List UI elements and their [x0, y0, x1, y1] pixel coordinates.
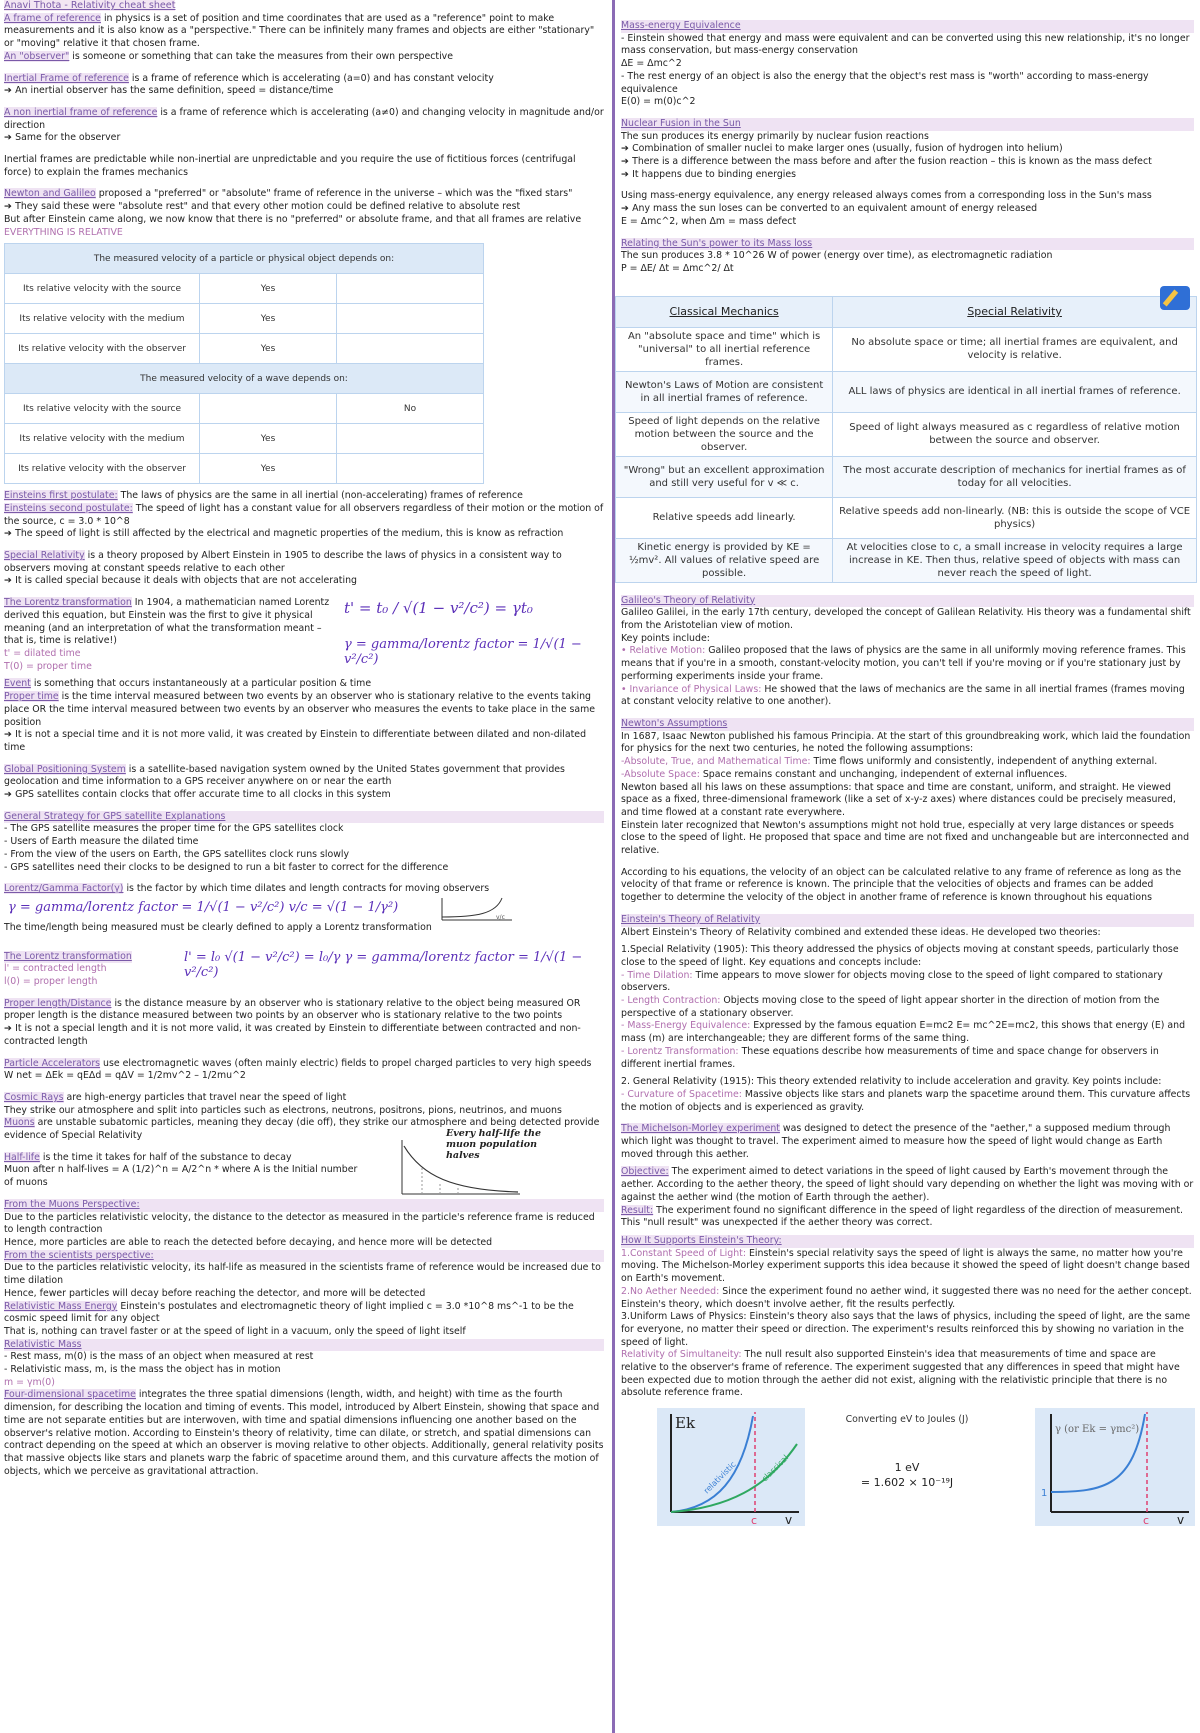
rest-energy-formula: E(0) = m(0)c^2 — [621, 96, 696, 108]
graph-y-label: γ (or Ek = γmc²) — [1055, 1424, 1140, 1436]
half-life-note: Every half-life the muon population halves — [446, 1127, 541, 1161]
event-para: Event is something that occurs instantaneously at a particular position & time — [4, 678, 372, 690]
arrow-icon: ➔ — [4, 528, 16, 540]
arrow-icon: ➔ — [621, 203, 633, 215]
list-item: - The GPS satellite measures the proper time for the GPS satellites clock — [4, 823, 344, 835]
arrow-icon: ➔ — [4, 789, 16, 801]
gps-arrow: ➔ GPS satellites contain clocks that offer accurate time to all clocks in this system — [4, 789, 391, 801]
list-item: - Relativistic mass, m, is the mass the object has in motion — [4, 1364, 281, 1376]
newton-galileo-para: Newton and Galileo proposed a "preferred" or "absolute" frame of reference in the universe – which was the "fixed stars" — [4, 188, 573, 200]
accelerators-para: Particle Accelerators use electromagnetic waves (often mainly electric) fields to propel charged particles to very high speeds — [4, 1057, 592, 1069]
newton-galileo-arrow: ➔ They said these were "absolute rest" and that every other motion could be defined relative to absolute rest — [4, 201, 521, 213]
refraction-arrow: ➔ The speed of light is still affected by the electrical and magnetic properties of the medium, this is know as refraction — [4, 528, 564, 540]
left-column: Anavi Thota - Relativity cheat sheet A frame of reference in physics is a set of position and time coordinates that are used as a "reference" point to make measurements and it is also know as a "perspective." There can be infinitely many frames and objects are either "stationary" or "moving" relative it that chosen frame. An "observer" is someone or something that can take the measures from their own perspective Inertial Frame of reference is a frame of reference which is accelerating (a=0) and has constant velocity ➔ An inertial observer has the same definition, speed = distance/time A non inertial frame of reference is a frame of reference which is accelerating (a≠0) and changing velocity in magnitude and/or direction ➔ Same for the observer Inertial frames are predictable while non-inertial are unpredictable and you require the use of fictitious forces (centrifugal force) to explain the frames mechanics Newton and Galileo proposed a "preferred" or "absolute" frame of reference in the universe – which was the "fixed stars" ➔ They said these were "absolute rest" and that every other motion could be defined relative to absolute rest But after Einstein came along, we now know that there is no "preferred" or absolute frame, and that all frames are relative EVERYTHING IS RELATIVE The measured velocity of a particle or physical object depends on: Its relative velocity with the source Yes Its relative velocity with the medium Yes Its relative velocity with the observer Yes The measured velocity of a wave depends on: Its relative velocity with the source No Its relative velocity with the medium Yes Its relative velocity with the observer Yes Einsteins first postulate: The laws of physics are the same in all inertial (non-accelerating) frames of reference Einsteins second postulate: The speed of light has a constant value for all observers regardless of their motion or the motion of the source, c = 3.0 * 10^8 ➔ The speed of light is still affected by the electrical and magnetic properties of the medium, this is know as refraction Special Relativity is a theory proposed by Albert Einstein in 1905 to describe the laws of physics in a consistent way to observers moving at constant speeds relative to each other ➔ It is called special because it deals with objects that are not accelerating The Lorentz transformation In 1904, a mathematician named Lorentz derived this equation, but Einstein was the first to give it physical meaning (and an interpretation of what the transformation meant – that is, time is relative!) t' = dilated time T(0) = proper time t' = t₀ / √(1 − v²/c²) = γt₀ γ = gamma/lorentz factor = 1/√(1 − v²/c²) Event is something that occurs instantaneously at a particular position & time Proper time is the time interval measured between two events by an observer who is stationary relative to the events taking place OR the time interval measured between two events by an observer who measures the events to take place in the same position ➔ It is not a special time and it is not more valid, it was created by Einstein to differentiate between dilated and non-dilated time Global Positioning System is a satellite-based navigation system owned by the United States government that provides geolocation and time information to a GPS receiver anywhere on or near the earth ➔ GPS satellites contain clocks that offer accurate time to all clocks in this system General Strategy for GPS satellite Explanations - The GPS satellite measures the proper time for the GPS satellites clock - Users of Earth measure the dilated time - From the view of the users on Earth, the GPS satellites clock runs slowly - GPS satellites need their clocks to be designed to run a bit faster to correct for the difference Lorentz/Gamma Factor(γ) is the factor by which time dilates and length contracts for moving observers γ = gamma/lorentz factor = 1/√(1 − v²/c²) v/c = √(1 − 1/γ²) v/c The time/length being measured must be clearly defined to apply a Lorentz transformation The Lorentz transformation l' = contracted length l(0) = proper length l' = l₀ √(1 − v²/c²) = l₀/γ γ = gamma/lorentz factor = 1/√(1 − v²/c²) Proper length/Distance is the distance measure by an observer who is stationary relative to the object being measured OR proper length is the distance measured between two points by an observer who is stationary relative to the two points ➔ It is not a special length and it is not more valid, it was created by Einstein to differentiate between contracted and non-contracted length Particle Accelerators use electromagnetic waves (often mainly electric) fields to propel charged particles to very high speeds W net = ΔEk = qEΔd = qΔV = 1/2mv^2 – 1/2mu^2 Cosmic Rays are high-energy particles that travel near the speed of light They strike our atmosphere and split into particles such as electrons, neutrons, positrons, pions, neutrinos, and muons Muons are unstable subatomic particles, meaning they decay (die off), they strike our atmosphere and being detected provide evidence of Special Relativity Half-life is the time it takes for half of the substance to decay Muon after n half-lives = A (1/2)^n = A/2^n * where A is the Initial number of muons Every half-life the muon population halves From the Muons Perspective: Due to the particles relativistic velocity, the distance to the detector as measured in the particle's reference frame is reduced to length contraction Hence, more particles are able to reach the detected before decaying, and hence more will be detected From the scientists perspective: Due to the particles relativistic velocity, its half-life as measured in the scientists frame of reference would be increased due to time dilation Hence, fewer particles will decay before reaching the detector, and more will be detected Relativistic Mass Energy Einstein's postulates and electromagnetic theory of light implied c = 3.0 *10^8 ms^-1 to be the cosmic speed limit for any object That is, nothing can travel faster or at the speed of light in a vacuum, only the speed of light itself Relativistic Mass - Rest mass, m(0) is the mass of an object when measured at rest - Relativistic mass, m, is the mass the object has in motion m = γm(0) Four-dimensional spacetime integrates the three spatial dimensions (length, width, and height) with time as the fourth dimension, for describing the location and timing of events. This model, introduced by Albert Einstein, showing that space and time are not separate entities but are interwoven, with time and spatial dimensions influencing one another based on the observer's relative motion. According to Einstein's theory of relativity, time can dilate, or stretch, and spatial dimensions can contract depending on the speed at which an observer is moving relative to other objects. Additionally, general relativity posits that massive objects like stars and planets warp the fabric of spacetime around them, and this curvature affects the motion of objects, which we perceive as gravitational attraction. — [4, 0, 604, 1477]
rel-mass-energy-para: Relativistic Mass Energy Einstein's postulates and electromagnetic theory of light implied c = 3.0 *10^8 ms^-1 to be the cosmic speed limit for any object — [4, 1300, 574, 1325]
right-column: Mass-energy Equivalence - Einstein showed that energy and mass were equivalent and can be converted using this new relationship, it's no longer mass conservation, but mass-energy conservation ΔE = Δmc^2 - The rest energy of an object is also the energy that the object's rest mass is "worth" according to mass-energy equivalence E(0) = m(0)c^2 Nuclear Fusion in the Sun The sun produces its energy primarily by nuclear fusion reactions ➔ Combination of smaller nuclei to make larger ones (usually, fusion of hydrogen into helium) ➔ There is a difference between the mass before and after the fusion reaction – this is known as the mass defect ➔ It happens due to binding energies Using mass-energy equivalence, any energy released always comes from a corresponding loss in the Sun's mass ➔ Any mass the sun loses can be converted to an equivalent amount of energy released E = Δmc^2, when Δm = mass defect Relating the Sun's power to its Mass loss The sun produces 3.8 * 10^26 W of power (energy over time), as electromagnetic radiation P = ΔE/ Δt = Δmc^2/ Δt Classical Mechanics Special Relativity An "absolute space and time" which is "universal" to all inertial reference frames. No absolute space or time; all inertial frames are equivalent, and velocity is relative. Newton's Laws of Motion are consistent in all inertial frames of reference. ALL laws of physics are identical in all inertial frames of reference. Speed of light depends on the relative motion between the source and the observer. Speed of light always measured as c regardless of relative motion between the source and observer. "Wrong" but an excellent approximation and still very useful for v ≪ c. The most accurate description of mechanics for inertial frames as of today for all velocities. Relative speeds add linearly. Relative speeds add non-linearly. (NB: this is outside the scope of VCE physics) Kinetic energy is provided by KE = ½mv². All values of relative speed are possible. At velocities close to c, a small increase in velocity requires a large increase in KE. Then thus, relative speed of objects with mass can never reach the speed of light. Galileo's Theory of Relativity Galileo Galilei, in the early 17th century, developed the concept of Galilean Relativity. His theory was a fundamental shift from the Aristotelian view of motion. Key points include: • Relative Motion: Galileo proposed that the laws of physics are the same in all uniformly moving reference frames. This means that if you're in a smooth, constant-velocity motion, you can't tell if you're moving or if you're stationary just by performing experiments inside your frame. • Invariance of Physical Laws: He showed that the laws of mechanics are the same in all inertial frames (frames moving at constant velocity relative to one another). Newton's Assumptions In 1687, Isaac Newton published his famous Principia. At the start of this groundbreaking work, which laid the foundation for physics for the next two centuries, he noted the following assumptions: -Absolute, True, and Mathematical Time: Time flows uniformly and consistently, independent of anything external. -Absolute Space: Space remains constant and unchanging, independent of external influences. Newton based all his laws on these assumptions: that space and time are constant, uniform, and straight. He viewed space as a fixed, three-dimensional framework (like a set of x-y-z axes) where distances could be precisely measured, and time flowed at a constant rate everywhere. Einstein later recognized that Newton's assumptions might not hold true, especially at very large distances or speeds close to the speed of light. He proposed that space and time are not fixed and unchangeable but are interconnected and relative. According to his equations, the velocity of an object can be calculated relative to any frame of reference as long as the velocity of that frame or reference is known. The principle that the velocities of objects and frames can be added together to determine the velocity of the object in another frame of reference is known throughout his equations Einstein's Theory of Relativity Albert Einstein's Theory of Relativity combined and extended these ideas. He developed two theories: 1.Special Relativity (1905): This theory addressed the physics of objects moving at constant speeds, particularly those close to the speed of light. Key equations and concepts include: - Time Dilation: Time appears to move slower for objects moving close to the speed of light compared to stationary observers. - Length Contraction: Objects moving close to the speed of light appear shorter in the direction of motion from the perspective of a stationary observer. - Mass-Energy Equivalence: Expressed by the famous equation E=mc2 E= mc^2E=mc2, this shows that energy (E) and mass (m) are interchangeable; they are different forms of the same thing. - Lorentz Transformation: These equations describe how measurements of time and space change for observers in different inertial frames. 2. General Relativity (1915): This theory extended relativity to include acceleration and gravity. Key points include: - Curvature of Spacetime: Massive objects like stars and planets warp the spacetime around them. This curvature affects the motion of objects and is experienced as gravity. The Michelson-Morley experiment was designed to detect the presence of the "aether," a supposed medium through which light was thought to travel. The experiment aimed to measure how the speed of light would change as Earth moved through this aether. Objective: The experiment aimed to detect variations in the speed of light caused by Earth's movement through the aether. According to the aether theory, the speed of light should vary depending on whether the light was moving with or against the aether wind (the motion of Earth through the aether). Result: The experiment found no significant difference in the speed of light regardless of the direction of measurement. This "null result" was unexpected if the aether theory was correct. How It Supports Einstein's Theory: 1.Constant Speed of Light: Einstein's special relativity says the speed of light is always the same, no matter how you're moving. The Michelson-Morley experiment supports this idea because it showed the speed of light doesn't change based on Earth's movement. 2.No Aether Needed: Since the experiment found no aether wind, it suggested there was no need for the aether concept. Einstein's theory, which doesn't involve aether, fit the results perfectly. 3.Uniform Laws of Physics: Einstein's theory also says that the laws of physics, including the speed of light, are the same for everyone, no matter their speed or direction. The experiment's results reinforced this by showing no variation in the speed of light. Relativity of Simultaneity: The null result also supported Einstein's idea that measurements of time and space are relative to the observer's frame of reference. The experiment suggested that any differences in speed that might have been expected due to motion through the aether did not exist, aligning with the relativistic principle that there is no absolute reference frame. Ek c v classical relativistic Converting eV to Joules (J) 1 eV = 1.602 × 10⁻¹⁹J γ (or Ek = γmc²) 1 c v — [612, 0, 1200, 1733]
table-row: Its relative velocity with the source Yes — [5, 274, 484, 304]
work-formula: W net = ΔEk = qEΔd = qΔV = 1/2mv^2 – 1/2mu^2 — [4, 1070, 246, 1082]
table-row: Its relative velocity with the observer Yes — [5, 334, 484, 364]
list-item: - Users of Earth measure the dilated time — [4, 836, 199, 848]
gps-para: Global Positioning System is a satellite-based navigation system owned by the United States government that provides geolocation and time information to a GPS receiver anywhere on or near the earth — [4, 763, 565, 788]
arrow-icon: ➔ — [4, 575, 16, 587]
newton-assumptions-heading: Newton's Assumptions — [621, 718, 1194, 731]
inertial-frame-para: Inertial Frame of reference is a frame of reference which is accelerating (a=0) and has constant velocity — [4, 72, 494, 84]
graph-x-label: v/c — [496, 913, 505, 921]
mass-energy-heading: Mass-energy Equivalence — [621, 20, 1194, 33]
length-contraction-formula: l' = l₀ √(1 − v²/c²) = l₀/γ γ = gamma/lorentz factor = 1/√(1 − v²/c²) — [184, 949, 583, 980]
table-header: Special Relativity — [833, 296, 1197, 327]
special-relativity-para: Special Relativity is a theory proposed by Albert Einstein in 1905 to describe the laws of physics in a consistent way to observers moving at constant speeds relative to each other — [4, 550, 562, 574]
supports-heading: How It Supports Einstein's Theory: — [621, 1235, 1194, 1248]
power-formula: P = ΔE/ Δt = Δmc^2/ Δt — [621, 262, 734, 274]
table-row: Its relative velocity with the source No — [5, 394, 484, 424]
graph-curve-label: relativistic — [702, 1459, 738, 1496]
muons-para: Muons are unstable subatomic particles, meaning they decay (die off), they strike our atmosphere and being detected provide evidence of Special Relativity — [4, 1117, 600, 1142]
galileo-heading: Galileo's Theory of Relativity — [621, 595, 1194, 608]
classical-vs-relativity-table — [615, 296, 1197, 583]
noninertial-arrow: ➔ Same for the observer — [4, 132, 121, 144]
proper-length-para: Proper length/Distance is the distance measure by an observer who is stationary relative to the object being measured OR proper length is the distance measured between two points by an observer who is stationary relative to the two points — [4, 997, 581, 1022]
cosmic-rays-para: Cosmic Rays are high-energy particles that travel near the speed of light — [4, 1091, 347, 1103]
special-relativity-arrow: ➔ It is called special because it deals with objects that are not accelerating — [4, 575, 357, 587]
ev-conversion-title: Converting eV to Joules (J) — [845, 1414, 969, 1426]
table-row: An "absolute space and time" which is "universal" to all inertial reference frames. No absolute space or time; all inertial frames are equivalent, and velocity is relative. — [616, 327, 1197, 371]
velocity-dependence-table — [4, 243, 484, 484]
table-row: Its relative velocity with the observer Yes — [5, 454, 484, 484]
gamma-formula: γ = gamma/lorentz factor = 1/√(1 − v²/c²) — [344, 637, 582, 668]
proper-time-arrow: ➔ It is not a special time and it is not more valid, it was created by Einstein to differentiate between dilated and non-dilated time — [4, 729, 587, 753]
mass-defect-formula: E = Δmc^2, when Δm = mass defect — [621, 215, 797, 227]
time-dilation-formula: t' = t₀ / √(1 − v²/c²) = γt₀ — [344, 599, 533, 618]
arrow-icon: ➔ — [4, 85, 16, 97]
gamma-graph — [436, 896, 516, 922]
graphs-row — [621, 1408, 1194, 1528]
mass-energy-formula: ΔE = Δmc^2 — [621, 58, 682, 70]
observer-para: An "observer" is someone or something that can take the measures from their own perspective — [4, 50, 454, 62]
pencil-icon[interactable] — [1160, 286, 1190, 310]
sun-power-heading: Relating the Sun's power to its Mass loss — [621, 238, 1194, 251]
gps-strategy-heading: General Strategy for GPS satellite Explanations — [4, 811, 604, 824]
muons-perspective-heading: From the Muons Perspective: — [4, 1199, 604, 1212]
fusion-heading: Nuclear Fusion in the Sun — [621, 118, 1194, 131]
arrow-icon: ➔ — [621, 156, 633, 168]
graph-c-label: c — [751, 1514, 758, 1527]
gamma-factor-para: Lorentz/Gamma Factor(γ) is the factor by which time dilates and length contracts for moving observers — [4, 883, 490, 895]
half-life-block: Half-life is the time it takes for half of the substance to decay Muon after n half-lives = A (1/2)^n = A/2^n * where A is the Initial number of muons Every half-life the muon population halves — [4, 1152, 604, 1190]
michelson-morley-para: The Michelson-Morley experiment was designed to detect the presence of the "aether," a supposed medium through which light was thought to travel. The experiment aimed to measure how the speed of light would change as Earth moved through this aether. — [621, 1123, 1171, 1160]
second-postulate: Einsteins second postulate: The speed of light has a constant value for all observers regardless of their motion or the motion of the source, c = 3.0 * 10^8 — [4, 502, 604, 527]
table-row: Kinetic energy is provided by KE = ½mv². All values of relative speed are possible. At velocities close to c, a small increase in velocity requires a large increase in KE. Then thus, relative speed of objects with mass can never reach the speed of light. — [616, 538, 1197, 582]
gamma-note: The time/length being measured must be clearly defined to apply a Lorentz transformation — [4, 921, 432, 933]
arrow-icon: ➔ — [4, 729, 16, 741]
graph-c-label: c — [1143, 1514, 1150, 1527]
spacetime-para: Four-dimensional spacetime integrates the three spatial dimensions (length, width, and height) with time as the fourth dimension, for describing the location and timing of events. This model, introduced by Albert Einstein, showing that space and time are not separate entities but are interwoven, with time and spatial dimensions influencing one another based on the observer's relative motion. According to Einstein's theory of relativity, time can dilate, or stretch, and spatial dimensions can contract depending on the speed at which an observer is moving relative to other objects. Additionally, general relativity posits that massive objects like stars and planets warp the fabric of spacetime around them, and this curvature affects the motion of objects, which we perceive as gravitational attraction. — [4, 1389, 604, 1477]
proper-length-arrow: ➔ It is not a special length and it is not more valid, it was created by Einstein to differentiate between contracted and non-contracted length — [4, 1023, 581, 1047]
table-row: Newton's Laws of Motion are consistent in all inertial frames of reference. ALL laws of physics are identical in all inertial frames of reference. — [616, 371, 1197, 412]
arrow-icon: ➔ — [621, 143, 633, 155]
table-row: Speed of light depends on the relative motion between the source and the observer. Speed of light always measured as c regardless of relative motion between the source and observer. — [616, 412, 1197, 456]
list-item: - Rest mass, m(0) is the mass of an object when measured at rest — [4, 1351, 314, 1363]
first-postulate: Einsteins first postulate: The laws of physics are the same in all inertial (non-accelerating) frames of reference — [4, 490, 523, 502]
table-header: The measured velocity of a particle or physical object depends on: — [5, 244, 484, 274]
table-row: Its relative velocity with the medium Yes — [5, 424, 484, 454]
graph-y-label: Ek — [675, 1414, 696, 1433]
table-header: Classical Mechanics — [616, 296, 833, 327]
gamma-velocity-graph — [1035, 1408, 1195, 1526]
comparison-table-wrap — [621, 296, 1194, 583]
ev-conversion-box: 1 eV = 1.602 × 10⁻¹⁹J — [860, 1461, 954, 1490]
kinetic-energy-graph — [657, 1408, 805, 1526]
arrow-icon: ➔ — [4, 132, 16, 144]
scientists-perspective-heading: From the scientists perspective: — [4, 1250, 604, 1263]
gamma-formula-row — [4, 896, 604, 922]
list-item: m = γm(0) — [4, 1376, 55, 1388]
predictable-para: Inertial frames are predictable while non-inertial are unpredictable and you require the use of fictitious forces (centrifugal force) to explain the frames mechanics — [4, 154, 576, 178]
table-row: Relative speeds add linearly. Relative speeds add non-linearly. (NB: this is outside the scope of VCE physics) — [616, 497, 1197, 538]
table-header: The measured velocity of a wave depends on: — [5, 364, 484, 394]
mass-loss-para: Using mass-energy equivalence, any energy released always comes from a corresponding loss in the Sun's mass — [621, 190, 1152, 202]
arrow-icon: ➔ — [4, 201, 16, 213]
lorentz-length-block: The Lorentz transformation l' = contracted length l(0) = proper length l' = l₀ √(1 − v²/c²) = l₀/γ γ = gamma/lorentz factor = 1/√(1 − v²/c²) — [4, 944, 604, 989]
einstein-after-para: But after Einstein came along, we now know that there is no "preferred" or absolute frame, and that all frames are relative — [4, 213, 582, 225]
gamma-handwritten-formula: γ = gamma/lorentz factor = 1/√(1 − v²/c²) v/c = √(1 − 1/γ²) — [8, 899, 399, 915]
everything-relative: EVERYTHING IS RELATIVE — [4, 226, 123, 238]
list-item: - From the view of the users on Earth, the GPS satellites clock runs slowly — [4, 848, 350, 860]
sheet-title: Anavi Thota - Relativity cheat sheet — [4, 0, 176, 11]
table-row: Its relative velocity with the medium Yes — [5, 304, 484, 334]
graph-curve-label: classical — [760, 1453, 791, 1484]
graph-x-label: v — [785, 1513, 793, 1527]
arrow-icon: ➔ — [4, 1023, 16, 1035]
graph-one-label: 1 — [1041, 1488, 1048, 1500]
arrow-icon: ➔ — [621, 168, 633, 180]
inertial-arrow: ➔ An inertial observer has the same definition, speed = distance/time — [4, 85, 334, 97]
rel-mass-heading: Relativistic Mass — [4, 1339, 604, 1352]
table-row: "Wrong" but an excellent approximation and still very useful for v ≪ c. The most accurate description of mechanics for inertial frames as of today for all velocities. — [616, 456, 1197, 497]
list-item: - GPS satellites need their clocks to be designed to run a bit faster to correct for the difference — [4, 861, 449, 873]
lorentz-time-block: The Lorentz transformation In 1904, a mathematician named Lorentz derived this equation, but Einstein was the first to give it physical meaning (and an interpretation of what the transformation meant – that is, time is relative!) t' = dilated time T(0) = proper time t' = t₀ / √(1 − v²/c²) = γt₀ γ = gamma/lorentz factor = 1/√(1 − v²/c²) — [4, 597, 604, 673]
noninertial-frame-para: A non inertial frame of reference is a frame of reference which is accelerating (a≠0) and changing velocity in magnitude and/or direction — [4, 106, 604, 131]
proper-time-para: Proper time is the time interval measured between two events by an observer who is stationary relative to the events taking place OR the time interval measured between two events by an observer who measures the events to take place in the same position — [4, 691, 596, 728]
frame-of-reference-para: A frame of reference in physics is a set of position and time coordinates that are used as a "reference" point to make measurements and it is also know as a "perspective." There can be infinitely many frames and objects are either "stationary" or "moving" relative it that chosen frame. — [4, 12, 595, 50]
einstein-theory-heading: Einstein's Theory of Relativity — [621, 914, 1194, 927]
graph-x-label: v — [1177, 1513, 1185, 1527]
